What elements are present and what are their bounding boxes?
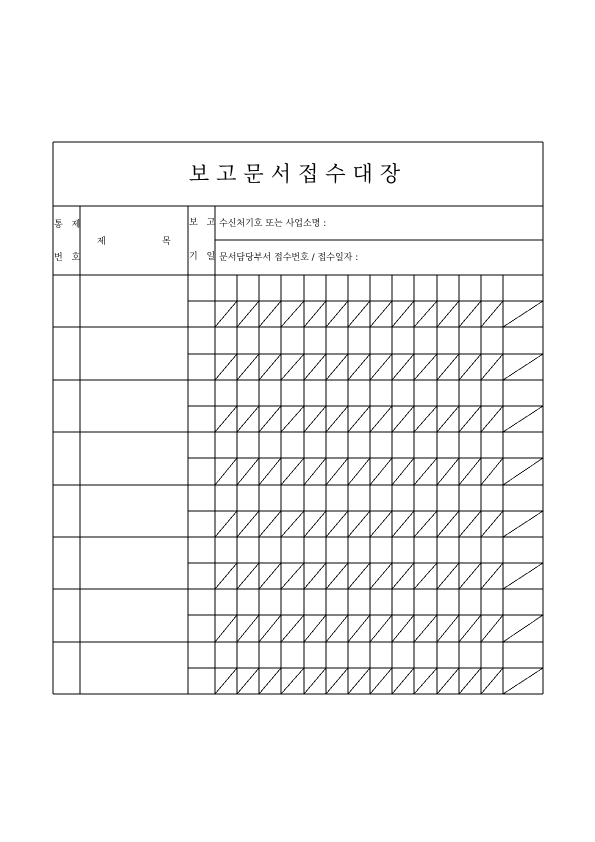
date-slash-wide xyxy=(503,511,543,537)
date-slash-wide xyxy=(503,458,543,485)
date-slash xyxy=(237,301,259,327)
date-slash xyxy=(370,406,392,432)
date-slash xyxy=(370,301,392,327)
report-period-header-bottom: 기 일 xyxy=(189,252,219,262)
date-slash xyxy=(370,563,392,589)
date-slash xyxy=(459,301,481,327)
dept-receipt-label: 문서담당부서 접수번호 / 접수일자 : xyxy=(219,253,359,263)
date-slash xyxy=(215,668,237,694)
date-slash xyxy=(370,354,392,380)
date-slash xyxy=(348,615,370,642)
date-slash-wide xyxy=(503,406,543,432)
date-slash xyxy=(481,458,503,485)
date-slash xyxy=(237,354,259,380)
date-slash xyxy=(348,511,370,537)
date-slash xyxy=(414,354,437,380)
date-slash xyxy=(414,301,437,327)
date-slash xyxy=(370,458,392,485)
date-slash xyxy=(281,563,304,589)
date-slash xyxy=(215,458,237,485)
date-slash xyxy=(437,458,459,485)
date-slash xyxy=(215,354,237,380)
date-slash xyxy=(259,354,281,380)
date-slash xyxy=(370,511,392,537)
date-slash xyxy=(215,301,237,327)
date-slash xyxy=(304,615,326,642)
date-slash-wide xyxy=(503,301,543,327)
date-slash xyxy=(481,563,503,589)
date-slash xyxy=(392,668,414,694)
date-slash xyxy=(304,511,326,537)
date-slash xyxy=(437,301,459,327)
date-slash xyxy=(215,511,237,537)
date-slash xyxy=(259,301,281,327)
date-slash-wide xyxy=(503,668,543,694)
subject-header-first: 제 xyxy=(97,237,106,247)
date-slash xyxy=(459,563,481,589)
date-slash xyxy=(237,615,259,642)
date-slash xyxy=(237,668,259,694)
date-slash xyxy=(215,563,237,589)
date-slash xyxy=(304,406,326,432)
date-slash xyxy=(326,406,348,432)
date-slash-wide xyxy=(503,354,543,380)
date-slash xyxy=(392,354,414,380)
date-slash xyxy=(481,406,503,432)
date-slash xyxy=(326,301,348,327)
report-period-header-top: 보 고 xyxy=(189,218,219,228)
date-slash xyxy=(304,458,326,485)
date-slash xyxy=(414,668,437,694)
date-slash xyxy=(392,301,414,327)
date-slash xyxy=(259,406,281,432)
date-slash xyxy=(459,615,481,642)
serial-number-header-bottom: 번 호 xyxy=(54,253,84,263)
date-slash xyxy=(215,406,237,432)
date-slash xyxy=(392,511,414,537)
date-slash xyxy=(414,511,437,537)
date-slash xyxy=(237,563,259,589)
date-slash xyxy=(414,563,437,589)
date-slash xyxy=(259,511,281,537)
date-slash-wide xyxy=(503,563,543,589)
date-slash xyxy=(437,406,459,432)
date-slash xyxy=(259,615,281,642)
date-slash xyxy=(414,406,437,432)
date-slash xyxy=(281,615,304,642)
date-slash xyxy=(281,301,304,327)
date-slash xyxy=(414,615,437,642)
date-slash xyxy=(392,615,414,642)
date-slash-wide xyxy=(503,615,543,642)
date-slash xyxy=(215,615,237,642)
date-slash xyxy=(237,406,259,432)
date-slash xyxy=(459,668,481,694)
date-slash xyxy=(392,563,414,589)
date-slash xyxy=(281,511,304,537)
date-slash xyxy=(304,354,326,380)
subject-header-second: 목 xyxy=(162,237,171,247)
date-slash xyxy=(392,406,414,432)
date-slash xyxy=(348,458,370,485)
date-slash xyxy=(304,301,326,327)
date-slash xyxy=(414,458,437,485)
date-slash xyxy=(481,615,503,642)
date-slash xyxy=(437,668,459,694)
date-slash xyxy=(348,668,370,694)
date-slash xyxy=(370,615,392,642)
date-slash xyxy=(259,668,281,694)
date-slash xyxy=(304,563,326,589)
date-slash xyxy=(326,511,348,537)
date-slash xyxy=(281,406,304,432)
date-slash xyxy=(370,668,392,694)
date-slash xyxy=(437,563,459,589)
date-slash xyxy=(437,511,459,537)
date-slash xyxy=(481,301,503,327)
date-slash xyxy=(459,406,481,432)
date-slash xyxy=(437,354,459,380)
date-slash xyxy=(481,511,503,537)
date-slash xyxy=(326,615,348,642)
date-slash xyxy=(348,406,370,432)
form-title: 보고문서접수대장 xyxy=(188,162,408,186)
date-slash xyxy=(326,458,348,485)
date-slash xyxy=(348,563,370,589)
date-slash xyxy=(259,563,281,589)
date-slash xyxy=(459,354,481,380)
date-slash xyxy=(326,563,348,589)
date-slash xyxy=(348,301,370,327)
date-slash xyxy=(437,615,459,642)
date-slash xyxy=(281,668,304,694)
serial-number-header-top: 통 제 xyxy=(54,220,84,230)
date-slash xyxy=(459,511,481,537)
recipient-code-label: 수신처기호 또는 사업소명 : xyxy=(219,219,327,229)
date-slash xyxy=(259,458,281,485)
date-slash xyxy=(392,458,414,485)
date-slash xyxy=(459,458,481,485)
date-slash xyxy=(281,458,304,485)
date-slash xyxy=(326,668,348,694)
date-slash xyxy=(326,354,348,380)
date-slash xyxy=(304,668,326,694)
date-slash xyxy=(237,458,259,485)
date-slash xyxy=(348,354,370,380)
date-slash xyxy=(281,354,304,380)
date-slash xyxy=(481,354,503,380)
date-slash xyxy=(481,668,503,694)
date-slash xyxy=(237,511,259,537)
